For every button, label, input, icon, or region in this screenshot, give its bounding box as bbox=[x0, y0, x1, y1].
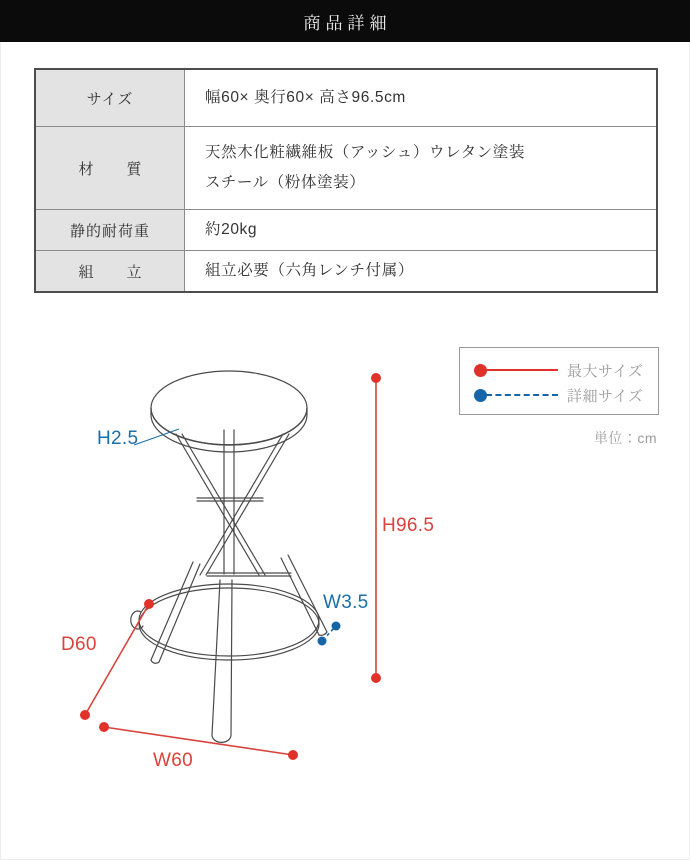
spec-value-static-load bbox=[185, 210, 658, 251]
unit-note: 単位：cm bbox=[593, 430, 657, 446]
dimension-label-tabletop-thickness: H2.5 bbox=[97, 428, 139, 449]
spec-value-text-line2: スチール（粉体塗装） bbox=[205, 174, 366, 191]
dimension-endpoint-dot bbox=[80, 710, 90, 720]
spec-value-assembly bbox=[185, 251, 658, 293]
spec-label-text: 材 質 bbox=[78, 160, 151, 178]
leg-right-foot bbox=[319, 632, 327, 635]
leg-front-a bbox=[212, 580, 220, 735]
dimension-line-depth bbox=[85, 604, 149, 715]
dimension-endpoint-dot bbox=[332, 622, 341, 631]
brace-right-b bbox=[206, 434, 289, 575]
dimension-label-total-height: H96.5 bbox=[382, 515, 435, 536]
tabletop-rim-back bbox=[151, 408, 307, 445]
dimension-line-width bbox=[104, 727, 293, 755]
table-row bbox=[35, 210, 657, 251]
dimension-endpoint-dot bbox=[99, 722, 109, 732]
dimension-endpoint-dot bbox=[318, 637, 327, 646]
leader-line-tabletop-thickness bbox=[134, 429, 179, 445]
spec-label-assembly bbox=[35, 251, 185, 293]
dimension-label-leg-width: W3.5 bbox=[323, 592, 369, 613]
brace-right bbox=[200, 434, 283, 575]
spec-label-text: 静的耐荷重 bbox=[69, 222, 150, 240]
dimension-endpoint-dot bbox=[371, 673, 381, 683]
spec-value-material bbox=[185, 127, 658, 210]
brace-left bbox=[176, 434, 259, 575]
leg-front-foot bbox=[212, 735, 231, 742]
spec-label-static-load bbox=[35, 210, 185, 251]
dimension-label-depth: D60 bbox=[61, 634, 97, 655]
dimension-endpoint-dot bbox=[288, 750, 298, 760]
legend-label-detail-size: 詳細サイズ bbox=[567, 387, 644, 405]
spec-label-text: サイズ bbox=[86, 90, 134, 108]
spec-value-text-line1: 天然木化粧繊維板（アッシュ）ウレタン塗装 bbox=[205, 143, 525, 161]
dimension-label-width: W60 bbox=[153, 750, 193, 771]
table-row bbox=[35, 251, 657, 293]
leg-left-a bbox=[151, 562, 193, 660]
leg-left-foot bbox=[151, 660, 159, 663]
table-row bbox=[35, 127, 657, 210]
spec-label-text: 組 立 bbox=[78, 263, 151, 281]
spec-label-size bbox=[35, 69, 185, 127]
product-dimension-diagram bbox=[1, 330, 690, 830]
spec-value-text: 幅60× 奥行60× 高さ96.5cm bbox=[205, 88, 406, 106]
leg-right-b bbox=[288, 555, 327, 632]
spec-label-material bbox=[35, 127, 185, 210]
specification-table bbox=[34, 68, 658, 293]
leg-left-b bbox=[159, 564, 200, 662]
dimension-endpoint-dot bbox=[144, 599, 154, 609]
leg-front-b bbox=[231, 580, 232, 735]
page-title: 商品詳細 bbox=[303, 13, 392, 33]
legend-label-max-size: 最大サイズ bbox=[567, 362, 644, 380]
stool-line-drawing bbox=[131, 371, 327, 742]
spec-value-text: 約20kg bbox=[205, 220, 258, 238]
table-row bbox=[35, 69, 657, 127]
page-header bbox=[0, 0, 690, 42]
dimension-endpoint-dot bbox=[371, 373, 381, 383]
spec-value-text: 組立必要（六角レンチ付属） bbox=[205, 261, 414, 279]
spec-value-size bbox=[185, 69, 658, 127]
